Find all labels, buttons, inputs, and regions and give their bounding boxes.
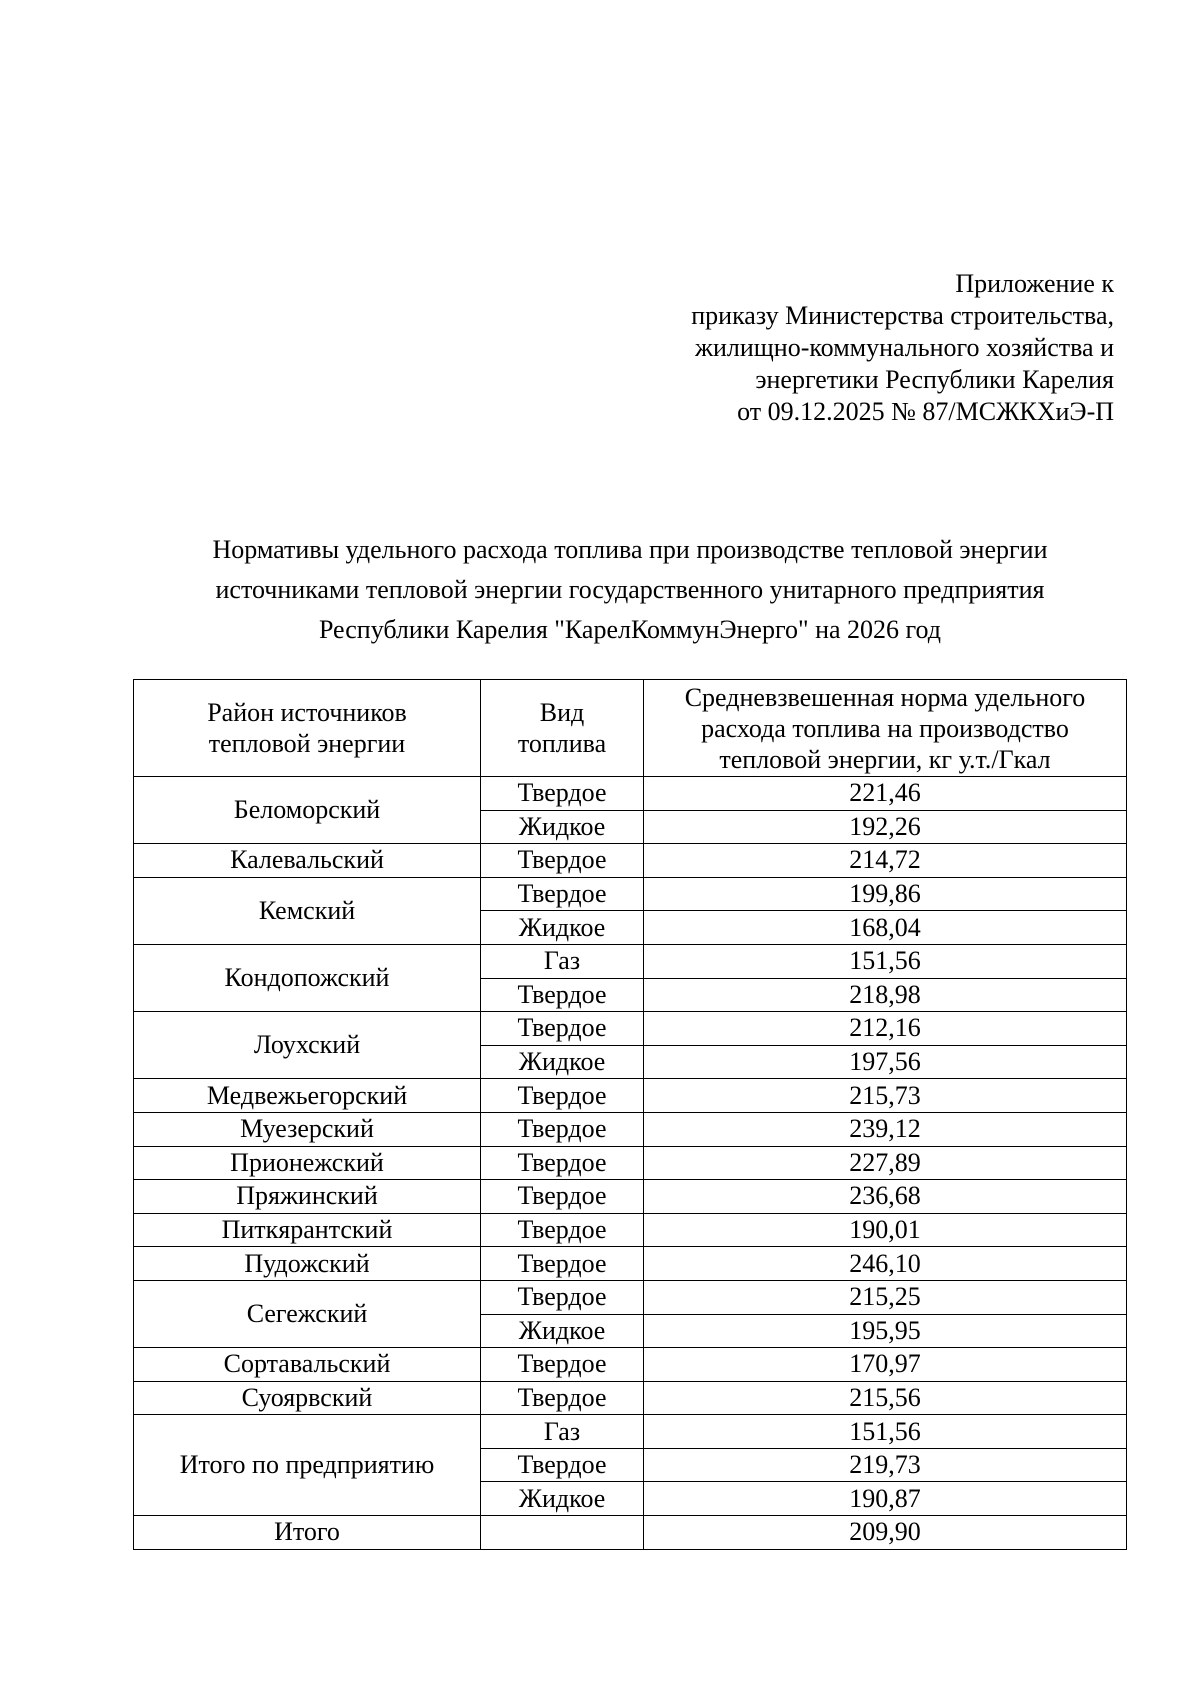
- district-cell: Беломорский: [134, 777, 481, 844]
- district-cell: Муезерский: [134, 1112, 481, 1146]
- district-cell: Кемский: [134, 877, 481, 944]
- table-row: [134, 877, 1127, 911]
- fuel-cell: Твердое: [481, 1280, 644, 1314]
- norm-value-cell: 221,46: [644, 777, 1127, 811]
- table-row: [134, 1079, 1127, 1113]
- appendix-line: жилищно-коммунального хозяйства и: [695, 333, 1114, 362]
- norm-value-cell: 236,68: [644, 1180, 1127, 1214]
- district-cell: Пряжинский: [134, 1180, 481, 1214]
- table-row: [134, 1280, 1127, 1314]
- norm-value-cell: 190,01: [644, 1213, 1127, 1247]
- district-cell: Прионежский: [134, 1146, 481, 1180]
- header-text: тепловой энергии, кг у.т./Гкал: [719, 744, 1051, 774]
- fuel-cell: Жидкое: [481, 1045, 644, 1079]
- table-row: [134, 1381, 1127, 1415]
- title-line: источниками тепловой энергии государственного унитарного предприятия: [215, 575, 1045, 604]
- fuel-cell: Жидкое: [481, 810, 644, 844]
- norm-value-cell: 212,16: [644, 1012, 1127, 1046]
- document-title: [130, 530, 1130, 650]
- header-district: [134, 680, 481, 777]
- table-row: [134, 1012, 1127, 1046]
- fuel-norms-table: [133, 679, 1127, 1550]
- table-row: [134, 1247, 1127, 1281]
- norm-value-cell: 215,25: [644, 1280, 1127, 1314]
- norm-value-cell: 239,12: [644, 1112, 1127, 1146]
- district-cell: Итого по предприятию: [134, 1415, 481, 1516]
- norm-value-cell: 209,90: [644, 1516, 1127, 1550]
- district-cell: Сегежский: [134, 1280, 481, 1347]
- fuel-cell: Газ: [481, 1415, 644, 1449]
- fuel-cell: Твердое: [481, 777, 644, 811]
- norm-value-cell: 190,87: [644, 1482, 1127, 1516]
- table-row: [134, 1112, 1127, 1146]
- header-text: Вид: [539, 698, 585, 727]
- district-cell: Кондопожский: [134, 944, 481, 1011]
- table-row: [134, 777, 1127, 811]
- table-body: [134, 777, 1127, 1550]
- district-cell: Лоухский: [134, 1012, 481, 1079]
- norm-value-cell: 215,56: [644, 1381, 1127, 1415]
- table-row: [134, 1213, 1127, 1247]
- norm-value-cell: 214,72: [644, 844, 1127, 878]
- fuel-cell: Твердое: [481, 1381, 644, 1415]
- district-cell: Суоярвский: [134, 1381, 481, 1415]
- norm-value-cell: 219,73: [644, 1448, 1127, 1482]
- appendix-line: энергетики Республики Карелия: [755, 365, 1114, 394]
- fuel-cell: Жидкое: [481, 1314, 644, 1348]
- table-row: [134, 1415, 1127, 1449]
- header-text: топлива: [517, 729, 607, 758]
- norm-value-cell: 195,95: [644, 1314, 1127, 1348]
- title-line: Республики Карелия "КарелКоммунЭнерго" на 2026 год: [318, 615, 942, 644]
- title-line: Нормативы удельного расхода топлива при производстве тепловой энергии: [212, 535, 1048, 564]
- norm-value-cell: 215,73: [644, 1079, 1127, 1113]
- norm-value-cell: 151,56: [644, 1415, 1127, 1449]
- fuel-cell: Твердое: [481, 1448, 644, 1482]
- fuel-cell: Твердое: [481, 1112, 644, 1146]
- appendix-header: [560, 268, 1114, 428]
- fuel-cell: Газ: [481, 944, 644, 978]
- norm-value-cell: 246,10: [644, 1247, 1127, 1281]
- table-row: [134, 1516, 1127, 1550]
- district-cell: Итого: [134, 1516, 481, 1550]
- district-cell: Питкярантский: [134, 1213, 481, 1247]
- fuel-cell: Твердое: [481, 1079, 644, 1113]
- fuel-cell: Твердое: [481, 1180, 644, 1214]
- norm-value-cell: 151,56: [644, 944, 1127, 978]
- table-row: [134, 1180, 1127, 1214]
- district-cell: Калевальский: [134, 844, 481, 878]
- district-cell: Пудожский: [134, 1247, 481, 1281]
- table-row: [134, 1146, 1127, 1180]
- fuel-cell: Твердое: [481, 1348, 644, 1382]
- norm-value-cell: 170,97: [644, 1348, 1127, 1382]
- table-row: [134, 1348, 1127, 1382]
- district-cell: Сортавальский: [134, 1348, 481, 1382]
- norm-value-cell: 168,04: [644, 911, 1127, 945]
- fuel-cell: Жидкое: [481, 1482, 644, 1516]
- appendix-line: приказу Министерства строительства,: [691, 301, 1114, 330]
- norm-value-cell: 192,26: [644, 810, 1127, 844]
- header-fuel: [481, 680, 644, 777]
- fuel-cell: [481, 1516, 644, 1550]
- appendix-line: Приложение к: [955, 269, 1114, 298]
- header-text: расхода топлива на производство: [701, 713, 1069, 743]
- header-norm: [644, 680, 1127, 777]
- fuel-cell: Твердое: [481, 978, 644, 1012]
- district-cell: Медвежьегорский: [134, 1079, 481, 1113]
- norm-value-cell: 227,89: [644, 1146, 1127, 1180]
- fuel-cell: Твердое: [481, 1012, 644, 1046]
- norm-value-cell: 197,56: [644, 1045, 1127, 1079]
- fuel-cell: Твердое: [481, 1247, 644, 1281]
- fuel-cell: Твердое: [481, 1146, 644, 1180]
- header-text: Район источников: [207, 698, 407, 727]
- fuel-cell: Твердое: [481, 877, 644, 911]
- fuel-cell: Твердое: [481, 844, 644, 878]
- fuel-cell: Жидкое: [481, 911, 644, 945]
- table-row: [134, 844, 1127, 878]
- fuel-cell: Твердое: [481, 1213, 644, 1247]
- appendix-line: от 09.12.2025 № 87/МСЖКХиЭ-П: [737, 397, 1114, 426]
- header-text: тепловой энергии: [208, 729, 406, 758]
- table-row: [134, 944, 1127, 978]
- header-text: Средневзвешенная норма удельного: [684, 682, 1086, 712]
- table-header-row: [134, 680, 1127, 777]
- norm-value-cell: 218,98: [644, 978, 1127, 1012]
- norm-value-cell: 199,86: [644, 877, 1127, 911]
